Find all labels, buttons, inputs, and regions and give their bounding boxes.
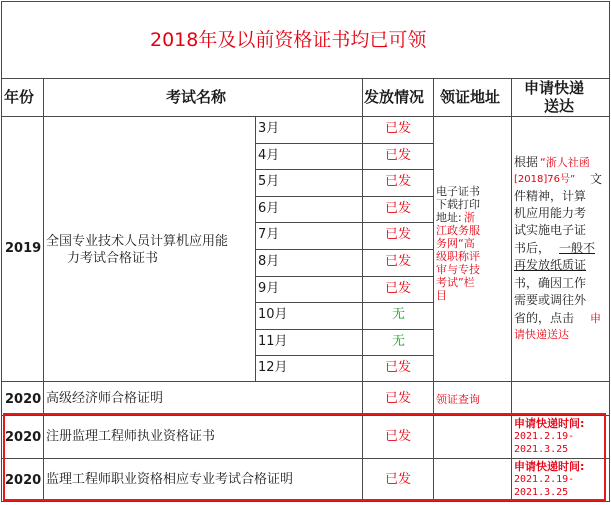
month-label: 3月 — [258, 121, 280, 136]
month-status: 已发 — [385, 148, 412, 163]
address-line[interactable]: 江政务服 — [436, 224, 480, 237]
row2020-year: 2020 — [5, 392, 42, 407]
row2020-exam: 高级经济师合格证明 — [46, 391, 164, 406]
note-l6b: 一般不 — [559, 241, 596, 255]
row2020-express-to: 2021.3.25 — [514, 487, 569, 498]
note-l5: 试实施电子证 — [514, 223, 587, 237]
note-l4: 机应用能力考 — [514, 206, 587, 220]
row2020-express-from: 2021.2.19- — [514, 431, 575, 442]
header-address: 领证地址 — [440, 88, 501, 106]
month-label: 10月 — [258, 307, 288, 322]
row2019-exam-line1: 全国专业技术人员计算机应用能 — [46, 234, 229, 249]
note-l2b: 文 — [590, 172, 603, 186]
note-l3: 件精神，计算 — [514, 189, 587, 203]
row2020-address-link[interactable]: 领证查询 — [436, 393, 480, 406]
address-line: 下载打印 — [436, 198, 480, 211]
row2019-exam-cell — [43, 116, 256, 382]
row2020-status: 已发 — [385, 429, 412, 444]
month-status: 已发 — [385, 227, 412, 242]
address-line: 地址: — [436, 211, 462, 224]
month-label: 5月 — [258, 174, 280, 189]
month-status: 已发 — [385, 360, 412, 375]
month-label: 8月 — [258, 254, 280, 269]
row2020-status: 已发 — [385, 391, 412, 406]
address-line[interactable]: 级职称评 — [436, 250, 480, 263]
note-l7: 再发放纸质证 — [514, 258, 587, 272]
row2019-year: 2019 — [5, 241, 42, 256]
month-label: 11月 — [258, 334, 288, 349]
row2020-year: 2020 — [5, 473, 42, 488]
address-line: 电子证书 — [436, 185, 480, 198]
month-status: 无 — [392, 307, 406, 322]
month-status: 已发 — [385, 281, 412, 296]
row2020-express-label[interactable]: 申请快递时间: — [514, 460, 585, 473]
note-l1a: 根据 — [514, 155, 539, 169]
row2020-year: 2020 — [5, 430, 42, 445]
row2020-status: 已发 — [385, 472, 412, 487]
month-status: 已发 — [385, 254, 412, 269]
address-line[interactable]: 审与专技 — [436, 263, 480, 276]
note-l8: 书，确因工作 — [514, 276, 587, 290]
header-status: 发放情况 — [364, 88, 425, 106]
highlight-box — [3, 413, 606, 501]
header-express-line2: 送达 — [544, 97, 575, 115]
row2020-express-cell — [511, 381, 610, 416]
header-year: 年份 — [4, 88, 35, 106]
page-title: 2018年及以前资格证书均已可领 — [150, 29, 427, 51]
note-l6a: 书后， — [514, 241, 551, 255]
month-label: 7月 — [258, 227, 280, 242]
header-exam: 考试名称 — [166, 88, 227, 106]
row2020-express-to: 2021.3.25 — [514, 444, 569, 455]
month-status: 已发 — [385, 174, 412, 189]
month-status: 无 — [392, 334, 406, 349]
row2020-express-from: 2021.2.19- — [514, 474, 575, 485]
note-l1b[interactable]: “浙人社函 — [540, 156, 590, 169]
row2020-express-label[interactable]: 申请快递时间: — [514, 417, 585, 430]
month-label: 6月 — [258, 201, 280, 216]
note-l10b[interactable]: 申 — [590, 312, 601, 325]
month-status: 已发 — [385, 121, 412, 136]
month-label: 9月 — [258, 281, 280, 296]
month-label: 12月 — [258, 360, 288, 375]
note-l10a: 省的，点击 — [514, 311, 575, 325]
address-line[interactable]: 考试”栏 — [436, 276, 475, 289]
header-express-line1: 申请快递 — [524, 79, 585, 97]
month-label: 4月 — [258, 148, 280, 163]
row2020-exam: 监理工程师职业资格相应专业考试合格证明 — [46, 472, 294, 487]
row2019-exam-line2: 力考试合格证书 — [67, 251, 159, 266]
address-line[interactable]: 目 — [436, 289, 447, 302]
note-l11[interactable]: 请快递送达 — [514, 328, 569, 341]
note-l9: 需要或调往外 — [514, 293, 587, 307]
address-line[interactable]: 浙 — [464, 211, 475, 224]
note-l2[interactable]: [2018]76号” — [514, 174, 576, 185]
row2020-exam: 注册监理工程师执业资格证书 — [46, 429, 216, 444]
address-line[interactable]: 务网“高 — [436, 237, 475, 250]
month-status: 已发 — [385, 201, 412, 216]
